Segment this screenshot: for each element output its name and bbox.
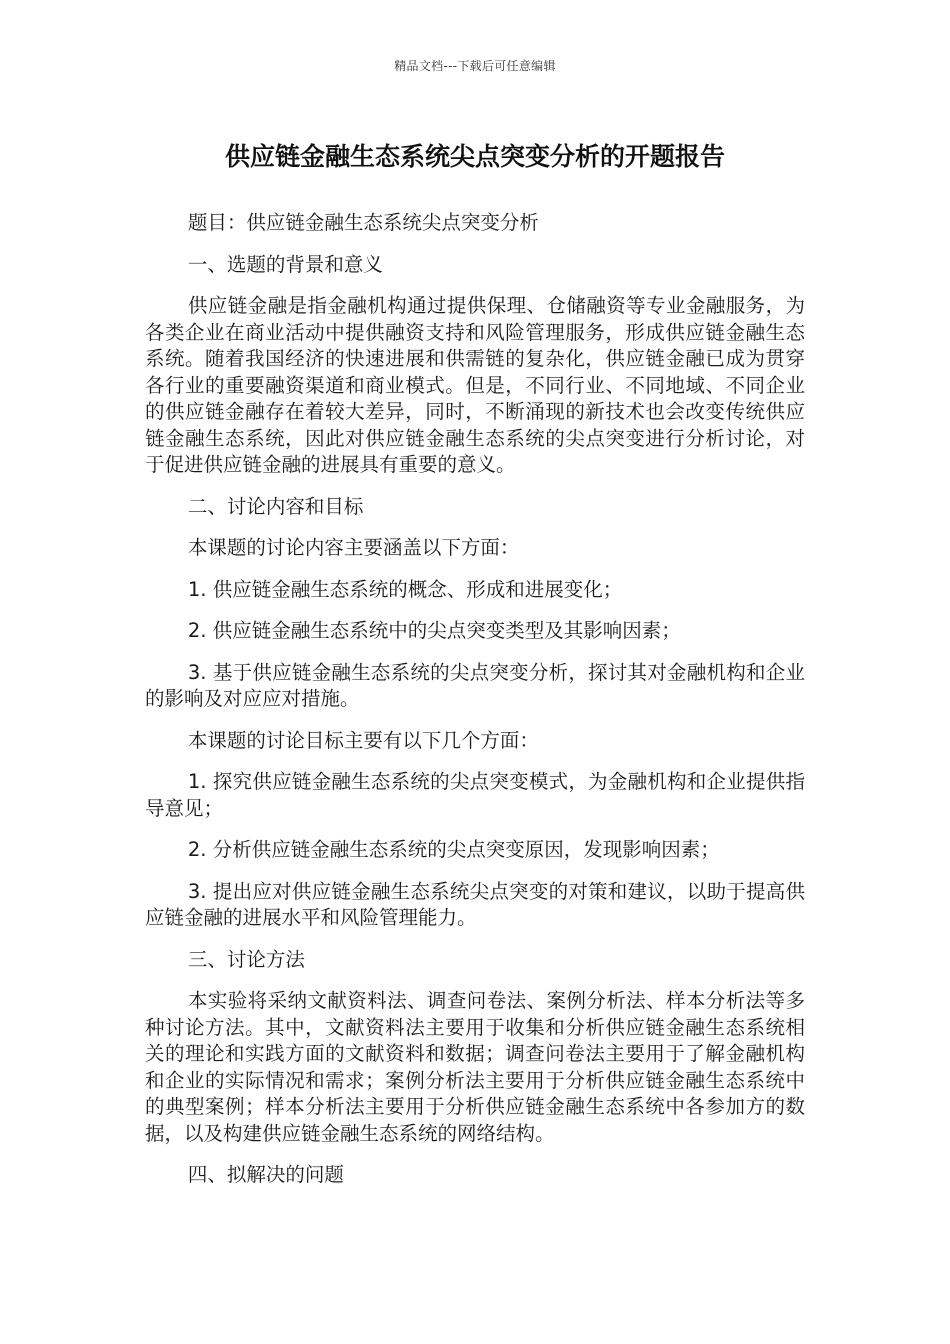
- paragraph-content-intro: 本课题的讨论内容主要涵盖以下方面：: [187, 536, 520, 559]
- paragraph-methods: 本实验将采纳文献资料法、调查问卷法、案例分析法、样本分析法等多种讨论方法。其中，文献资料法主要用于收集和分析供应链金融生态系统相关的理论和实践方面的文献资料和数据；调查问卷法主要用于了解金融机构和企业的实际情况和需求；案例分析法主要用于分析供应链金融生态系统中的典型案例；样本分析法主要用于分析供应链金融生态系统中各参加方的数据，以及构建供应链金融生态系统的网络结构。: [145, 989, 805, 1145]
- paragraph-goals-intro: 本课题的讨论目标主要有以下几个方面：: [187, 728, 539, 752]
- topic-line: 题目：供应链金融生态系统尖点突变分析: [187, 211, 539, 234]
- paragraph-background: 供应链金融是指金融机构通过提供保理、仓储融资等专业金融服务，为各类企业在商业活动中提供融资支持和风险管理服务，形成供应链金融生态系统。随着我国经济的快速进展和供需链的复杂化，供应链金融已成为贯穿各行业的重要融资渠道和商业模式。但是，不同行业、不同地域、不同企业的供应链金融存在着较大差异，同时，不断涌现的新技术也会改变传统供应链金融生态系统，因此对供应链金融生态系统的尖点突变进行分析讨论，对于促进供应链金融的进展具有重要的意义。: [145, 294, 805, 476]
- header-note: 精品文档---下载后可任意编辑: [394, 59, 556, 73]
- list-item-content-2: 2. 供应链金融生态系统中的尖点突变类型及其影响因素；: [187, 619, 681, 642]
- list-item-content-1: 1. 供应链金融生态系统的概念、形成和进展变化；: [187, 577, 623, 601]
- section-heading-content-goals: 二、讨论内容和目标: [187, 494, 364, 518]
- section-heading-problems: 四、拟解决的问题: [187, 1163, 344, 1186]
- list-item-goal-2: 2. 分析供应链金融生态系统的尖点突变原因，发现影响因素；: [187, 838, 720, 861]
- section-heading-background: 一、选题的背景和意义: [187, 252, 383, 276]
- document-title: 供应链金融生态系统尖点突变分析的开题报告: [224, 142, 725, 171]
- section-heading-methods: 三、讨论方法: [187, 947, 305, 971]
- list-item-goal-1: 1. 探究供应链金融生态系统的尖点突变模式，为金融机构和企业提供指导意见；: [145, 770, 805, 820]
- list-item-content-3: 3. 基于供应链金融生态系统的尖点突变分析，探讨其对金融机构和企业的影响及对应应对措施。: [145, 660, 805, 710]
- list-item-goal-3: 3. 提出应对供应链金融生态系统尖点突变的对策和建议，以助于提高供应链金融的进展水平和风险管理能力。: [145, 879, 805, 929]
- document-body: [145, 210, 805, 1204]
